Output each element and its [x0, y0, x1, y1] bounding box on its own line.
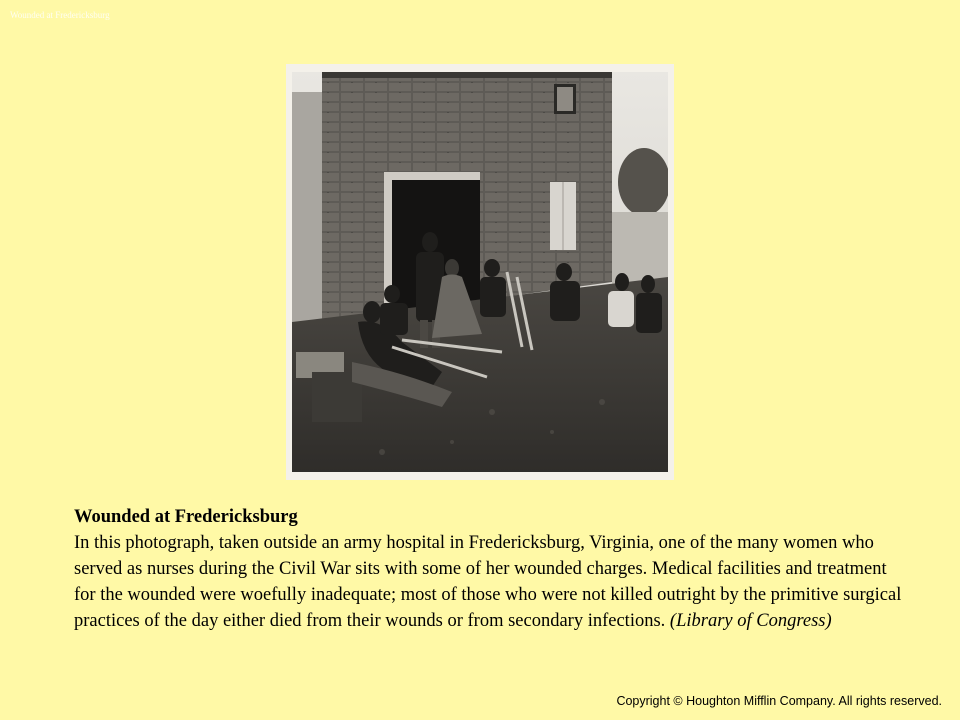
- caption-body: In this photograph, taken outside an army hospital in Fredericksburg, Virginia, one of the many women who served as nurses during the Civil War sits with some of her wounded charges. Medical facilities and treatment for the wounded were woefully inadequate; most of those who were not killed outright by the primitive surgical practices of the day either died from their wounds or from secondary infections.: [74, 533, 902, 631]
- historical-photograph: [286, 64, 674, 480]
- slide-top-label: Wounded at Fredericksburg: [10, 10, 110, 20]
- photo-image: [292, 72, 668, 472]
- caption-title: Wounded at Fredericksburg: [74, 507, 298, 527]
- photo-caption: [74, 504, 904, 634]
- caption-credit: (Library of Congress): [669, 611, 832, 631]
- copyright-notice: Copyright © Houghton Mifflin Company. All rights reserved.: [616, 694, 942, 708]
